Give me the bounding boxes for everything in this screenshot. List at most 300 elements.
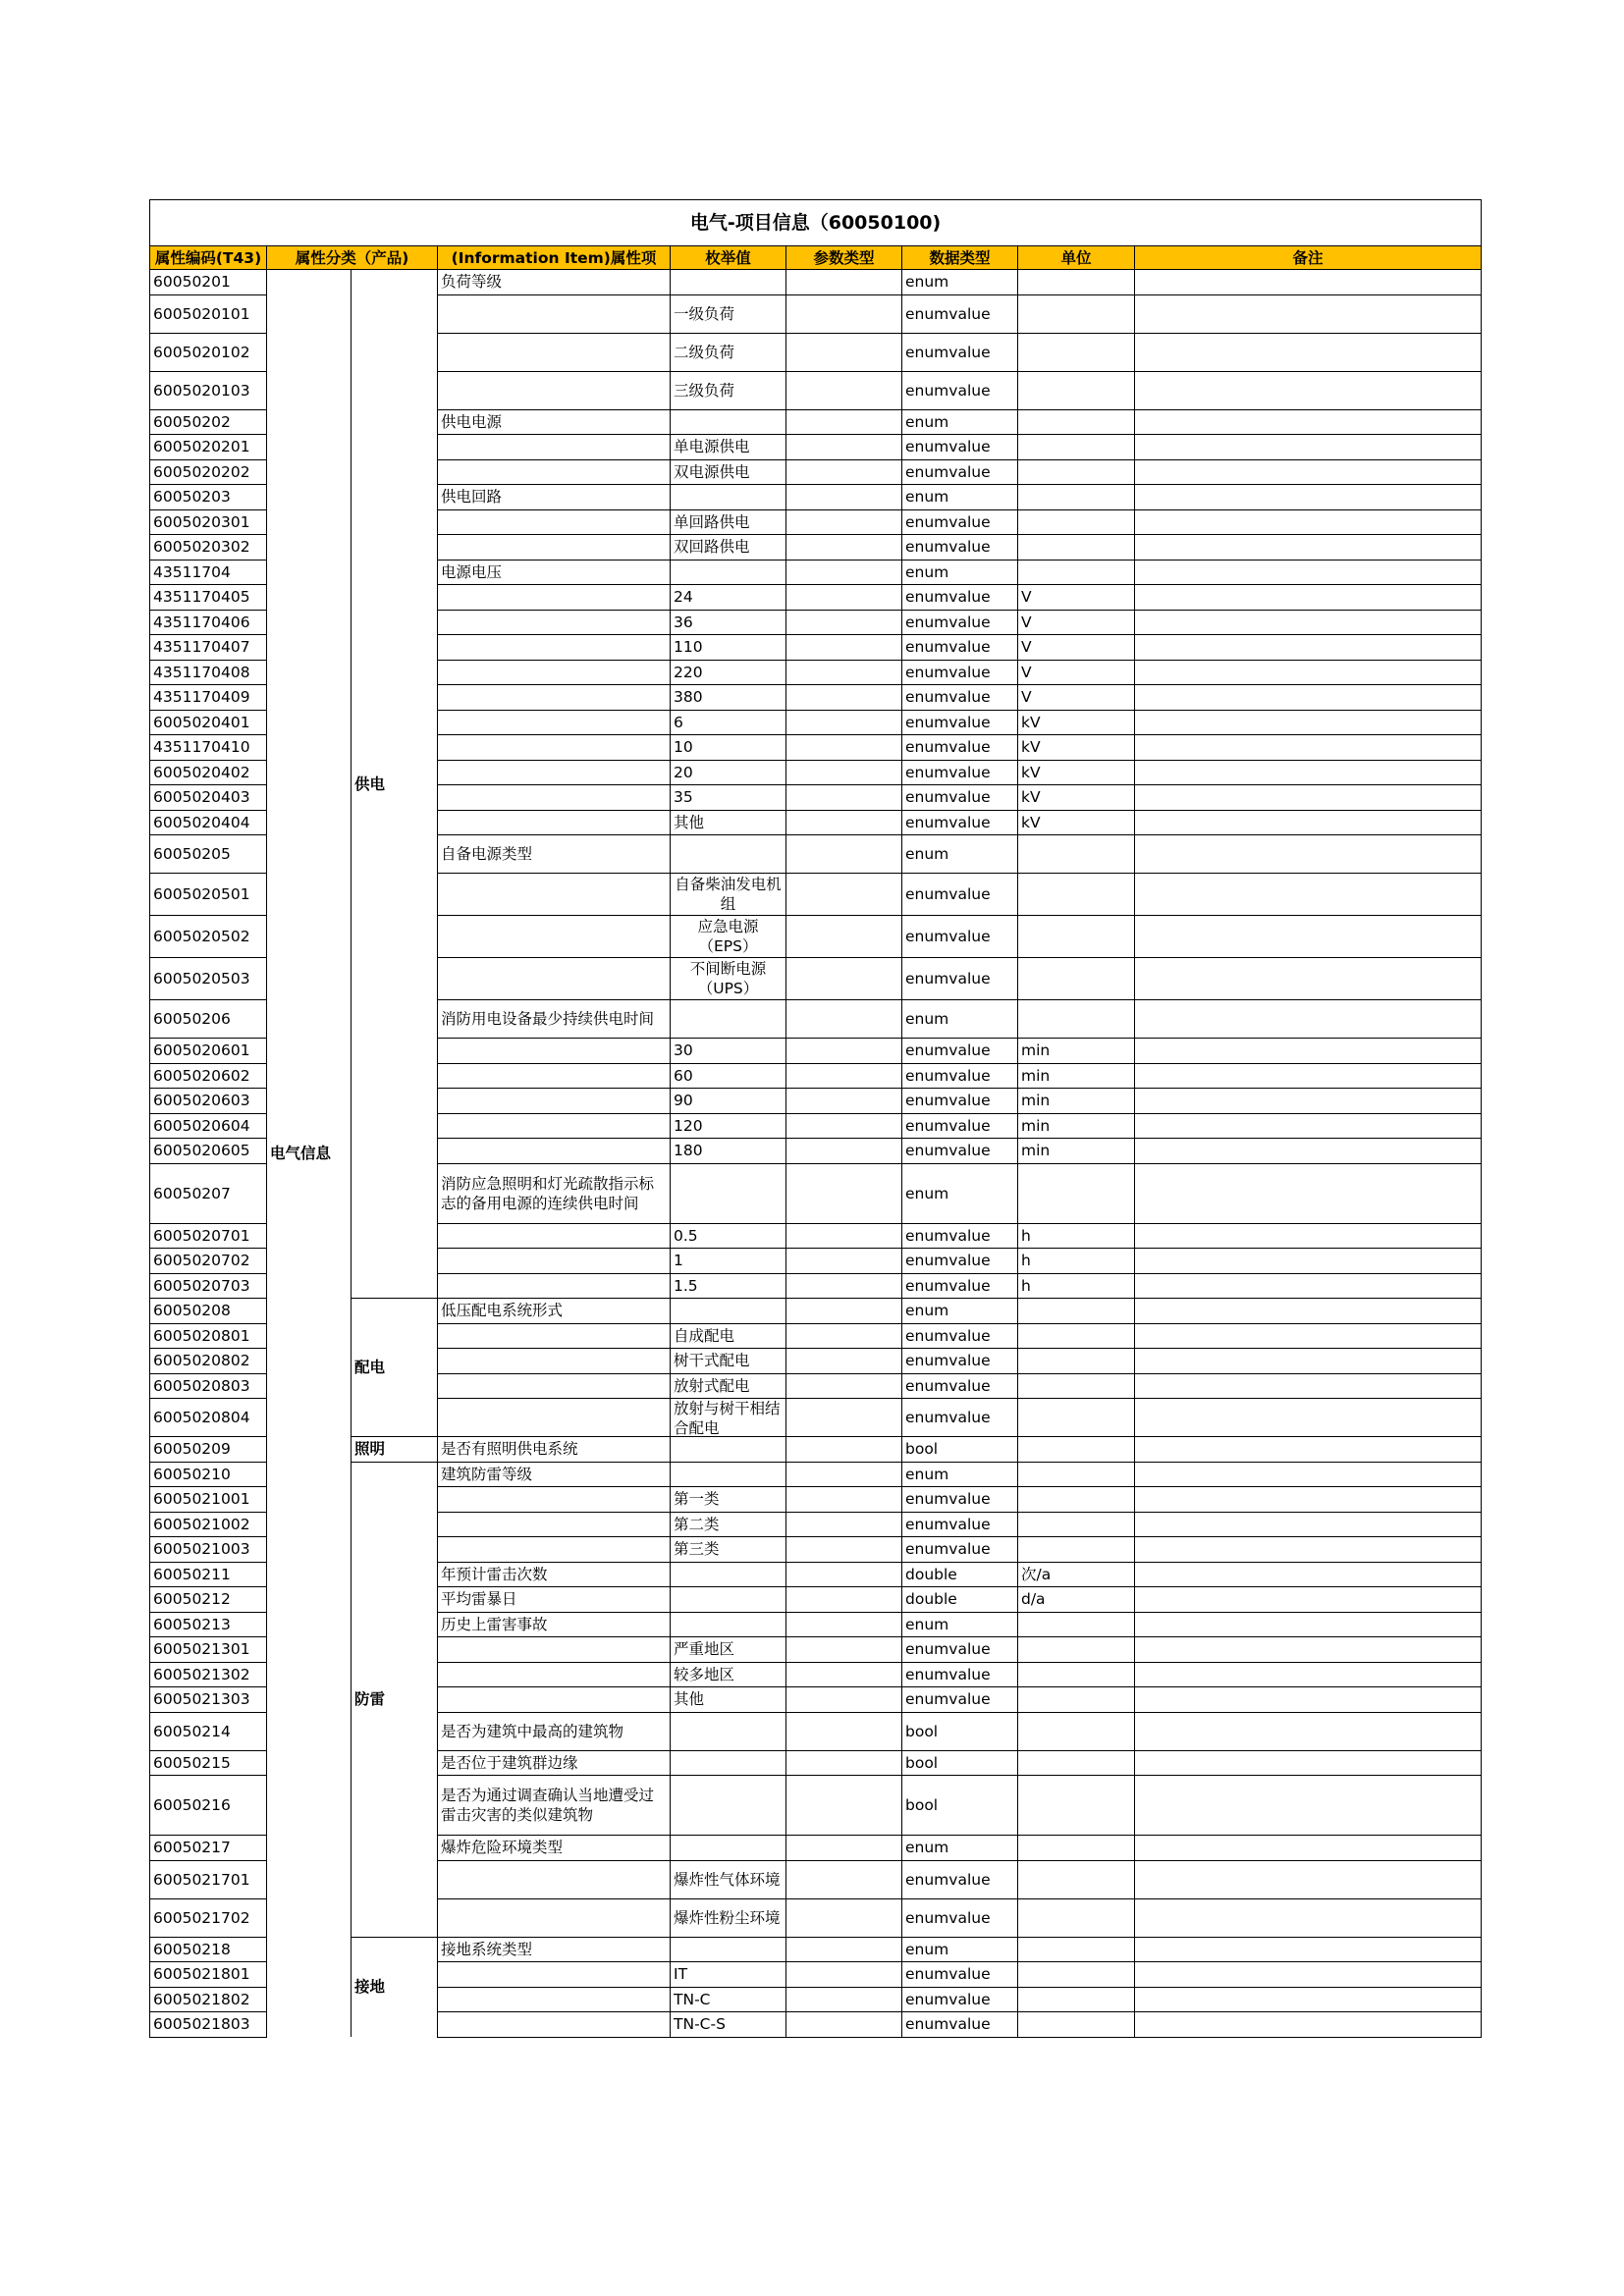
item-cell — [438, 760, 671, 785]
param-type-cell — [786, 1662, 902, 1687]
item-cell: 消防用电设备最少持续供电时间 — [438, 1000, 671, 1039]
unit-cell: V — [1018, 660, 1135, 685]
data-type-cell: enumvalue — [902, 1637, 1018, 1663]
header-row — [150, 246, 1482, 270]
code-cell: 60050212 — [150, 1587, 267, 1613]
unit-cell — [1018, 1487, 1135, 1513]
item-cell — [438, 810, 671, 835]
unit-cell — [1018, 1323, 1135, 1349]
code-cell: 60050207 — [150, 1163, 267, 1223]
enum-cell: 第二类 — [671, 1512, 786, 1537]
header-remark: 备注 — [1135, 246, 1482, 270]
data-type-cell: enumvalue — [902, 1399, 1018, 1437]
item-cell — [438, 685, 671, 711]
item-cell: 供电回路 — [438, 485, 671, 510]
param-type-cell — [786, 1223, 902, 1249]
data-type-cell: enumvalue — [902, 635, 1018, 661]
remark-cell — [1135, 560, 1482, 585]
enum-cell: 6 — [671, 710, 786, 735]
enum-cell: TN-C — [671, 1987, 786, 2012]
item-cell — [438, 1113, 671, 1139]
unit-cell — [1018, 1898, 1135, 1937]
param-type-cell — [786, 560, 902, 585]
data-type-cell: enumvalue — [902, 1273, 1018, 1299]
item-cell: 建筑防雷等级 — [438, 1462, 671, 1487]
unit-cell: min — [1018, 1113, 1135, 1139]
item-cell: 是否有照明供电系统 — [438, 1437, 671, 1463]
param-type-cell — [786, 485, 902, 510]
param-type-cell — [786, 1299, 902, 1324]
remark-cell — [1135, 1437, 1482, 1463]
data-type-cell: enumvalue — [902, 371, 1018, 409]
remark-cell — [1135, 1712, 1482, 1750]
item-cell — [438, 1373, 671, 1399]
remark-cell — [1135, 333, 1482, 371]
item-cell — [438, 1487, 671, 1513]
code-cell: 6005021301 — [150, 1637, 267, 1663]
data-type-cell: enumvalue — [902, 1113, 1018, 1139]
data-type-cell: enumvalue — [902, 585, 1018, 611]
data-type-cell: enum — [902, 1612, 1018, 1637]
remark-cell — [1135, 1249, 1482, 1274]
code-cell: 4351170408 — [150, 660, 267, 685]
sheet-title: 电气-项目信息（60050100) — [150, 200, 1482, 246]
enum-cell: 树干式配电 — [671, 1349, 786, 1374]
remark-cell — [1135, 810, 1482, 835]
enum-cell — [671, 1860, 786, 1898]
remark-cell — [1135, 1687, 1482, 1713]
table-body — [150, 270, 1482, 2038]
unit-cell — [1018, 409, 1135, 435]
data-type-cell: enumvalue — [902, 710, 1018, 735]
enum-cell: 一级负荷 — [671, 294, 786, 333]
code-cell: 6005020402 — [150, 760, 267, 785]
remark-cell — [1135, 1113, 1482, 1139]
remark-cell — [1135, 1836, 1482, 1861]
unit-cell — [1018, 535, 1135, 561]
unit-cell — [1018, 874, 1135, 916]
enum-cell: 60 — [671, 1063, 786, 1089]
unit-cell — [1018, 459, 1135, 485]
enum-cell: 二级负荷 — [671, 333, 786, 371]
enum-cell: 单电源供电 — [671, 435, 786, 460]
param-type-cell — [786, 435, 902, 460]
param-type-cell — [786, 635, 902, 661]
param-type-cell — [786, 685, 902, 711]
data-type-cell: enumvalue — [902, 1089, 1018, 1114]
code-cell: 4351170409 — [150, 685, 267, 711]
param-type-cell — [786, 1399, 902, 1437]
enum-cell: 不间断电源（UPS） — [671, 958, 786, 1000]
data-type-cell: enumvalue — [902, 333, 1018, 371]
param-type-cell — [786, 294, 902, 333]
code-cell: 6005021303 — [150, 1687, 267, 1713]
data-type-cell: enumvalue — [902, 1860, 1018, 1898]
data-type-cell: enumvalue — [902, 1512, 1018, 1537]
param-type-cell — [786, 1750, 902, 1776]
code-cell: 60050215 — [150, 1750, 267, 1776]
header-data-type: 数据类型 — [902, 246, 1018, 270]
unit-cell — [1018, 1776, 1135, 1836]
param-type-cell — [786, 874, 902, 916]
remark-cell — [1135, 1063, 1482, 1089]
param-type-cell — [786, 1712, 902, 1750]
unit-cell — [1018, 333, 1135, 371]
item-cell — [438, 710, 671, 735]
unit-cell — [1018, 1512, 1135, 1537]
unit-cell: V — [1018, 685, 1135, 711]
param-type-cell — [786, 1962, 902, 1988]
data-type-cell: enumvalue — [902, 1962, 1018, 1988]
remark-cell — [1135, 916, 1482, 958]
remark-cell — [1135, 1612, 1482, 1637]
enum-cell: 其他 — [671, 810, 786, 835]
item-cell — [438, 735, 671, 761]
data-type-cell: enumvalue — [902, 1662, 1018, 1687]
item-cell — [438, 1063, 671, 1089]
data-type-cell: enum — [902, 485, 1018, 510]
unit-cell — [1018, 1163, 1135, 1223]
item-cell — [438, 1223, 671, 1249]
unit-cell — [1018, 1000, 1135, 1039]
data-type-cell: enum — [902, 1937, 1018, 1962]
code-cell: 6005020602 — [150, 1063, 267, 1089]
unit-cell — [1018, 270, 1135, 295]
remark-cell — [1135, 958, 1482, 1000]
code-cell: 60050211 — [150, 1562, 267, 1587]
remark-cell — [1135, 1299, 1482, 1324]
param-type-cell — [786, 1937, 902, 1962]
code-cell: 6005020404 — [150, 810, 267, 835]
code-cell: 6005020801 — [150, 1323, 267, 1349]
item-cell — [438, 371, 671, 409]
enum-cell: 20 — [671, 760, 786, 785]
code-cell: 4351170410 — [150, 735, 267, 761]
code-cell: 6005020502 — [150, 916, 267, 958]
item-cell: 接地系统类型 — [438, 1937, 671, 1962]
enum-text: 放射与树干相结合配电 — [674, 1400, 781, 1436]
remark-cell — [1135, 1776, 1482, 1836]
unit-cell: V — [1018, 585, 1135, 611]
item-cell — [438, 535, 671, 561]
remark-cell — [1135, 1373, 1482, 1399]
param-type-cell — [786, 1562, 902, 1587]
remark-cell — [1135, 2012, 1482, 2038]
enum-cell: 较多地区 — [671, 1662, 786, 1687]
remark-cell — [1135, 1987, 1482, 2012]
unit-cell — [1018, 1462, 1135, 1487]
unit-cell — [1018, 1437, 1135, 1463]
code-cell: 6005021801 — [150, 1962, 267, 1988]
data-type-cell: double — [902, 1587, 1018, 1613]
item-cell — [438, 1987, 671, 2012]
code-cell: 6005020403 — [150, 785, 267, 811]
data-type-cell: enumvalue — [902, 1349, 1018, 1374]
enum-cell — [671, 1587, 786, 1613]
data-type-cell: bool — [902, 1712, 1018, 1750]
data-type-cell: enum — [902, 1000, 1018, 1039]
code-cell: 43511704 — [150, 560, 267, 585]
param-type-cell — [786, 1860, 902, 1898]
enum-cell: 120 — [671, 1113, 786, 1139]
data-type-cell: enum — [902, 1299, 1018, 1324]
code-cell: 6005020804 — [150, 1399, 267, 1437]
item-cell: 供电电源 — [438, 409, 671, 435]
code-cell: 60050217 — [150, 1836, 267, 1861]
header-item: (Information Item)属性项 — [438, 246, 671, 270]
unit-cell — [1018, 1299, 1135, 1324]
enum-cell: 30 — [671, 1039, 786, 1064]
attribute-table — [149, 199, 1482, 2038]
param-type-cell — [786, 610, 902, 635]
param-type-cell — [786, 1437, 902, 1463]
remark-cell — [1135, 1512, 1482, 1537]
item-cell — [438, 1139, 671, 1164]
category-main-cell: 电气信息 — [267, 270, 352, 2038]
remark-cell — [1135, 585, 1482, 611]
item-cell — [438, 2012, 671, 2038]
enum-cell: IT — [671, 1962, 786, 1988]
unit-cell: h — [1018, 1223, 1135, 1249]
enum-cell: 110 — [671, 635, 786, 661]
data-type-cell: bool — [902, 1750, 1018, 1776]
param-type-cell — [786, 835, 902, 874]
param-type-cell — [786, 509, 902, 535]
enum-text: 爆炸性粉尘环境 — [674, 1908, 781, 1927]
unit-cell: kV — [1018, 760, 1135, 785]
param-type-cell — [786, 1249, 902, 1274]
data-type-cell: enumvalue — [902, 660, 1018, 685]
param-type-cell — [786, 1637, 902, 1663]
code-cell: 60050206 — [150, 1000, 267, 1039]
code-cell: 6005020101 — [150, 294, 267, 333]
code-cell: 6005021702 — [150, 1898, 267, 1937]
enum-cell: 180 — [671, 1139, 786, 1164]
data-type-cell: enum — [902, 270, 1018, 295]
data-type-cell: enumvalue — [902, 535, 1018, 561]
data-type-cell: enumvalue — [902, 509, 1018, 535]
remark-cell — [1135, 1587, 1482, 1613]
remark-cell — [1135, 509, 1482, 535]
unit-cell — [1018, 1662, 1135, 1687]
param-type-cell — [786, 1039, 902, 1064]
enum-cell: 放射式配电 — [671, 1373, 786, 1399]
remark-cell — [1135, 371, 1482, 409]
unit-cell — [1018, 1399, 1135, 1437]
code-cell: 6005020701 — [150, 1223, 267, 1249]
remark-cell — [1135, 1662, 1482, 1687]
remark-cell — [1135, 710, 1482, 735]
group-cell-grounding: 接地 — [352, 1937, 438, 2037]
enum-cell — [671, 1163, 786, 1223]
enum-cell: 双电源供电 — [671, 459, 786, 485]
remark-cell — [1135, 1223, 1482, 1249]
data-type-cell: enumvalue — [902, 435, 1018, 460]
item-cell — [438, 610, 671, 635]
param-type-cell — [786, 1898, 902, 1937]
item-cell — [438, 333, 671, 371]
param-type-cell — [786, 710, 902, 735]
remark-cell — [1135, 535, 1482, 561]
header-param-type: 参数类型 — [786, 246, 902, 270]
unit-cell — [1018, 1612, 1135, 1637]
code-cell: 6005020703 — [150, 1273, 267, 1299]
param-type-cell — [786, 371, 902, 409]
enum-cell: 单回路供电 — [671, 509, 786, 535]
code-cell: 6005020803 — [150, 1373, 267, 1399]
enum-cell: 380 — [671, 685, 786, 711]
code-cell: 6005020605 — [150, 1139, 267, 1164]
enum-cell: 35 — [671, 785, 786, 811]
code-cell: 6005021302 — [150, 1662, 267, 1687]
remark-cell — [1135, 660, 1482, 685]
code-cell: 6005020603 — [150, 1089, 267, 1114]
remark-cell — [1135, 1273, 1482, 1299]
unit-cell — [1018, 509, 1135, 535]
remark-cell — [1135, 270, 1482, 295]
item-cell — [438, 1273, 671, 1299]
unit-cell — [1018, 1687, 1135, 1713]
code-cell: 6005020601 — [150, 1039, 267, 1064]
unit-cell: h — [1018, 1273, 1135, 1299]
remark-cell — [1135, 1750, 1482, 1776]
param-type-cell — [786, 1323, 902, 1349]
param-type-cell — [786, 735, 902, 761]
data-type-cell: enumvalue — [902, 785, 1018, 811]
data-type-cell: enum — [902, 409, 1018, 435]
data-type-cell: enumvalue — [902, 1223, 1018, 1249]
unit-cell — [1018, 1537, 1135, 1563]
param-type-cell — [786, 810, 902, 835]
code-cell: 6005020702 — [150, 1249, 267, 1274]
enum-cell: TN-C-S — [671, 2012, 786, 2038]
param-type-cell — [786, 1273, 902, 1299]
unit-cell — [1018, 1987, 1135, 2012]
item-cell — [438, 916, 671, 958]
param-type-cell — [786, 1836, 902, 1861]
unit-cell: min — [1018, 1039, 1135, 1064]
remark-cell — [1135, 485, 1482, 510]
code-cell: 60050201 — [150, 270, 267, 295]
unit-cell: kV — [1018, 710, 1135, 735]
unit-cell — [1018, 2012, 1135, 2038]
data-type-cell: enumvalue — [902, 1537, 1018, 1563]
unit-cell — [1018, 958, 1135, 1000]
table-row — [150, 270, 1482, 295]
code-cell: 4351170405 — [150, 585, 267, 611]
code-cell: 6005021803 — [150, 2012, 267, 2038]
remark-cell — [1135, 409, 1482, 435]
unit-cell: min — [1018, 1089, 1135, 1114]
enum-cell — [671, 1437, 786, 1463]
item-cell: 低压配电系统形式 — [438, 1299, 671, 1324]
enum-cell: 自备柴油发电机组 — [671, 874, 786, 916]
param-type-cell — [786, 1537, 902, 1563]
data-type-cell: enumvalue — [902, 916, 1018, 958]
data-type-cell: enumvalue — [902, 1687, 1018, 1713]
enum-cell: 0.5 — [671, 1223, 786, 1249]
param-type-cell — [786, 1512, 902, 1537]
item-cell: 是否位于建筑群边缘 — [438, 1750, 671, 1776]
item-cell: 是否为建筑中最高的建筑物 — [438, 1712, 671, 1750]
code-cell: 6005020102 — [150, 333, 267, 371]
code-cell: 60050218 — [150, 1937, 267, 1962]
remark-cell — [1135, 1537, 1482, 1563]
param-type-cell — [786, 585, 902, 611]
item-cell — [438, 874, 671, 916]
param-type-cell — [786, 1776, 902, 1836]
unit-cell: min — [1018, 1139, 1135, 1164]
remark-cell — [1135, 1399, 1482, 1437]
data-type-cell: enumvalue — [902, 1323, 1018, 1349]
enum-cell — [671, 270, 786, 295]
item-cell: 历史上雷害事故 — [438, 1612, 671, 1637]
item-cell — [438, 660, 671, 685]
enum-cell: 10 — [671, 735, 786, 761]
unit-cell: kV — [1018, 785, 1135, 811]
param-type-cell — [786, 535, 902, 561]
remark-cell — [1135, 874, 1482, 916]
code-cell: 6005020202 — [150, 459, 267, 485]
param-type-cell — [786, 333, 902, 371]
param-type-cell — [786, 1612, 902, 1637]
code-cell: 6005021001 — [150, 1487, 267, 1513]
remark-cell — [1135, 1462, 1482, 1487]
param-type-cell — [786, 270, 902, 295]
remark-cell — [1135, 1860, 1482, 1898]
item-cell — [438, 294, 671, 333]
code-cell: 60050202 — [150, 409, 267, 435]
remark-cell — [1135, 1487, 1482, 1513]
enum-cell: 严重地区 — [671, 1637, 786, 1663]
enum-text: 爆炸性气体环境 — [674, 1870, 781, 1889]
enum-cell — [671, 1399, 786, 1437]
enum-cell: 36 — [671, 610, 786, 635]
header-category: 属性分类（产品) — [267, 246, 438, 270]
data-type-cell: enum — [902, 560, 1018, 585]
remark-cell — [1135, 1000, 1482, 1039]
code-cell: 6005020503 — [150, 958, 267, 1000]
code-cell: 6005020501 — [150, 874, 267, 916]
item-cell — [438, 1323, 671, 1349]
data-type-cell: enumvalue — [902, 1487, 1018, 1513]
item-cell: 负荷等级 — [438, 270, 671, 295]
param-type-cell — [786, 1462, 902, 1487]
remark-cell — [1135, 735, 1482, 761]
unit-cell — [1018, 485, 1135, 510]
param-type-cell — [786, 459, 902, 485]
enum-cell: 90 — [671, 1089, 786, 1114]
code-cell: 6005020301 — [150, 509, 267, 535]
unit-cell — [1018, 1836, 1135, 1861]
data-type-cell: enumvalue — [902, 2012, 1018, 2038]
code-cell: 6005020604 — [150, 1113, 267, 1139]
unit-cell: V — [1018, 635, 1135, 661]
unit-cell — [1018, 435, 1135, 460]
remark-cell — [1135, 1349, 1482, 1374]
item-cell: 电源电压 — [438, 560, 671, 585]
item-cell — [438, 1898, 671, 1937]
code-cell: 60050209 — [150, 1437, 267, 1463]
unit-cell — [1018, 916, 1135, 958]
enum-cell — [671, 1299, 786, 1324]
enum-cell — [671, 1612, 786, 1637]
item-cell — [438, 1089, 671, 1114]
enum-cell: 自成配电 — [671, 1323, 786, 1349]
remark-cell — [1135, 635, 1482, 661]
data-type-cell: enum — [902, 1836, 1018, 1861]
remark-cell — [1135, 1039, 1482, 1064]
